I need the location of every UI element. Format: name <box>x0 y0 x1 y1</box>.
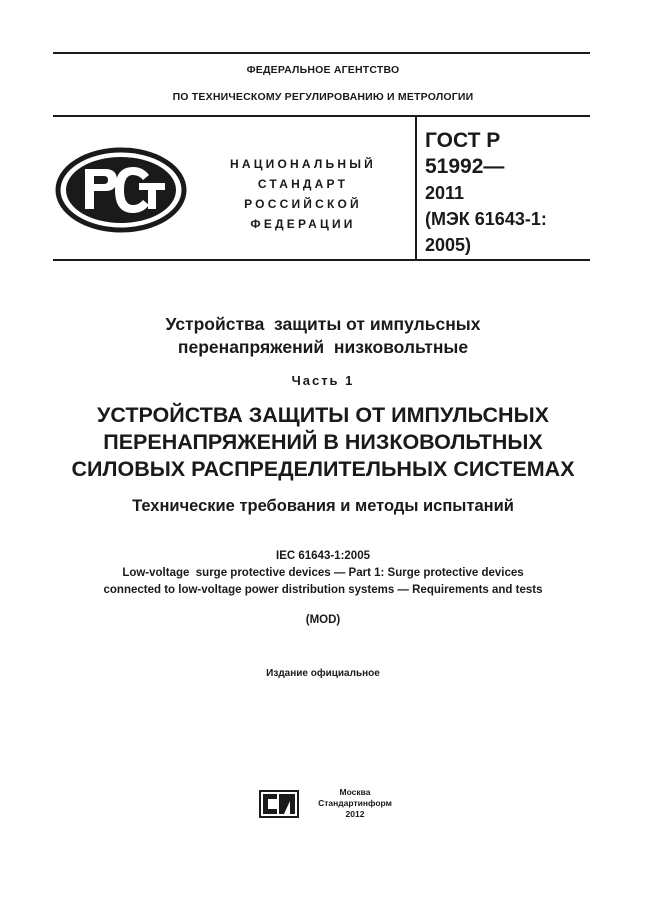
main-title-line-3: СИЛОВЫХ РАСПРЕДЕЛИТЕЛЬНЫХ СИСТЕМАХ <box>71 457 575 481</box>
designation-line-3: 2011 <box>425 183 465 203</box>
national-standard-line-2: СТАНДАРТ <box>257 177 349 191</box>
mod-label: (MOD) <box>305 614 341 626</box>
standard-designation <box>425 128 605 258</box>
iec-english-title-line-1: Low-voltage surge protective devices — Part 1: Surge protective devices <box>122 567 524 579</box>
header-rule <box>53 115 590 117</box>
designation-line-2: 51992— <box>425 155 505 178</box>
short-title-line-1: Устройства защиты от импульсных <box>165 314 481 334</box>
designation-line-5: 2005) <box>425 235 472 255</box>
part-label: Часть 1 <box>291 373 355 388</box>
national-standard-line-1: НАЦИОНАЛЬНЫЙ <box>229 157 377 171</box>
publisher-year: 2012 <box>345 809 365 819</box>
short-title-line-2: перенапряжений низковольтные <box>177 337 469 357</box>
national-standard-line-3: РОССИЙСКОЙ <box>244 197 362 211</box>
designation-line-4: (МЭК 61643-1: <box>425 209 547 229</box>
national-standard-label <box>208 154 398 234</box>
header-bottom-rule <box>53 259 590 261</box>
agency-line-2: ПО ТЕХНИЧЕСКОМУ РЕГУЛИРОВАНИЮ И МЕТРОЛОГИИ <box>172 91 474 103</box>
designation-divider <box>415 116 417 260</box>
publisher-city: Москва <box>339 787 371 797</box>
rst-logo-icon <box>55 147 187 233</box>
main-title <box>0 402 646 483</box>
top-rule <box>53 52 590 54</box>
standartinform-logo-icon <box>259 790 299 818</box>
designation-line-1: ГОСТ Р <box>425 129 501 152</box>
iec-english-title <box>0 565 646 599</box>
agency-line-1: ФЕДЕРАЛЬНОЕ АГЕНТСТВО <box>246 64 400 76</box>
iec-reference: IEC 61643-1:2005 <box>276 550 370 562</box>
national-standard-line-4: ФЕДЕРАЦИИ <box>250 217 356 231</box>
main-title-line-2: ПЕРЕНАПРЯЖЕНИЙ В НИЗКОВОЛЬТНЫХ <box>103 430 543 454</box>
publisher-block <box>305 787 405 820</box>
edition-label: Издание официальное <box>266 668 380 679</box>
publisher-name: Стандартинформ <box>318 798 392 808</box>
short-title <box>0 313 646 359</box>
iec-english-title-line-2: connected to low-voltage power distribution systems — Requirements and tests <box>103 584 543 596</box>
main-title-line-1: УСТРОЙСТВА ЗАЩИТЫ ОТ ИМПУЛЬСНЫХ <box>97 403 549 427</box>
subtitle: Технические требования и методы испытаний <box>132 497 514 515</box>
